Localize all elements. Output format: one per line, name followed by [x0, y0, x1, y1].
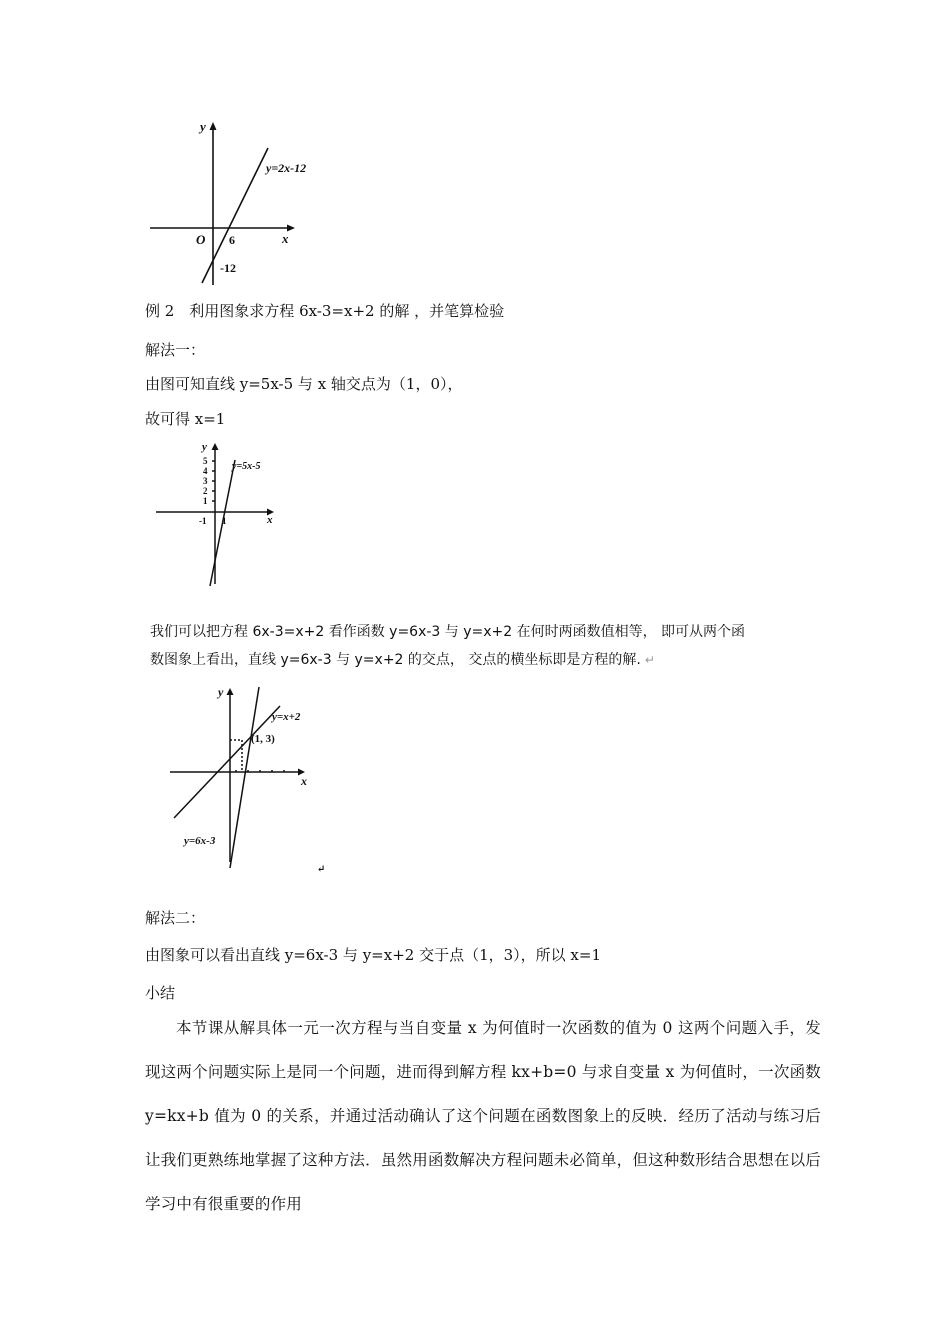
- y-axis-arrow: [227, 688, 234, 695]
- note-line-2: [150, 650, 655, 670]
- method-1-line-2: 故可得 x=1: [145, 410, 226, 428]
- y-axis-label: y: [202, 441, 207, 453]
- y-axis-arrow: [212, 443, 219, 450]
- x-tick-neg-1: -1: [199, 516, 207, 526]
- y-tick-1: 1: [203, 496, 208, 506]
- method-1-line-1: 由图可知直线 y=5x-5 与 x 轴交点为（1，0），: [145, 375, 463, 393]
- return-mark: ↵: [317, 864, 326, 875]
- y-tick-2: 2: [203, 486, 208, 496]
- y-tick-4: 4: [203, 466, 208, 476]
- y-axis-label: y: [200, 119, 206, 134]
- line-2-label: y=6x-3: [184, 835, 216, 847]
- x-tick-1: 1: [222, 516, 227, 526]
- method-2-heading: 解法二：: [145, 909, 206, 927]
- note-line-2-text: 数图象上看出，直线 y=6x-3 与 y=x+2 的交点， 交点的横坐标即是方程的解.: [150, 652, 641, 668]
- figure-line-y-5x-5: [152, 436, 287, 596]
- x-intercept-label: 6: [229, 233, 235, 247]
- note-line-1: 我们可以把方程 6x-3=x+2 看作函数 y=6x-3 与 y=x+2 在何时两函数值相等， 即可从两个函: [150, 624, 746, 640]
- figure-two-lines: [160, 682, 335, 878]
- summary-heading: 小结: [145, 984, 176, 1002]
- line-y-x-plus-2: [174, 706, 280, 818]
- line-label: y=5x-5: [232, 461, 261, 472]
- summary-paragraph-block: [145, 1006, 821, 1226]
- origin-label: O: [196, 232, 206, 247]
- method-1-heading: 解法一：: [145, 341, 206, 359]
- line-y-6x-minus-3: [230, 687, 259, 868]
- y-axis-arrow: [210, 122, 217, 130]
- return-mark: ↵: [644, 653, 655, 667]
- line-1-label: y=x+2: [272, 711, 301, 723]
- figure-line-y-2x-12: [145, 115, 335, 290]
- method-2-line-1: 由图象可以看出直线 y=6x-3 与 y=x+2 交于点（1，3），所以 x=1: [145, 946, 602, 964]
- summary-paragraph: 本节课从解具体一元一次方程与当自变量 x 为何值时一次函数的值为 0 这两个问题入手，发现这两个问题实际上是同一个问题，进而得到解方程 kx+b=0 与求自变量 x 为何值时，一次函数 y=kx+b 值为 0 的关系，并通过活动确认了这个问题在函数图象上的反映．经历了活动与练习后让我们更熟练地掌握了这种方法．虽然用函数解决方程问题未必简单，但这种数形结合思想在以后学习中有很重要的作用: [145, 1019, 821, 1213]
- example-2-title: 例 2 利用图象求方程 6x-3=x+2 的解 ，并笔算检验: [145, 302, 505, 320]
- x-axis-label: x: [282, 231, 289, 246]
- y-axis-label: y: [218, 685, 224, 699]
- line-label: y=2x-12: [266, 161, 307, 175]
- intersection-label: (1, 3): [251, 733, 275, 745]
- y-intercept-label: -12: [220, 261, 236, 275]
- y-tick-5: 5: [203, 456, 208, 466]
- x-axis-label: x: [301, 774, 307, 788]
- x-axis-label: x: [267, 514, 273, 526]
- y-tick-3: 3: [203, 476, 208, 486]
